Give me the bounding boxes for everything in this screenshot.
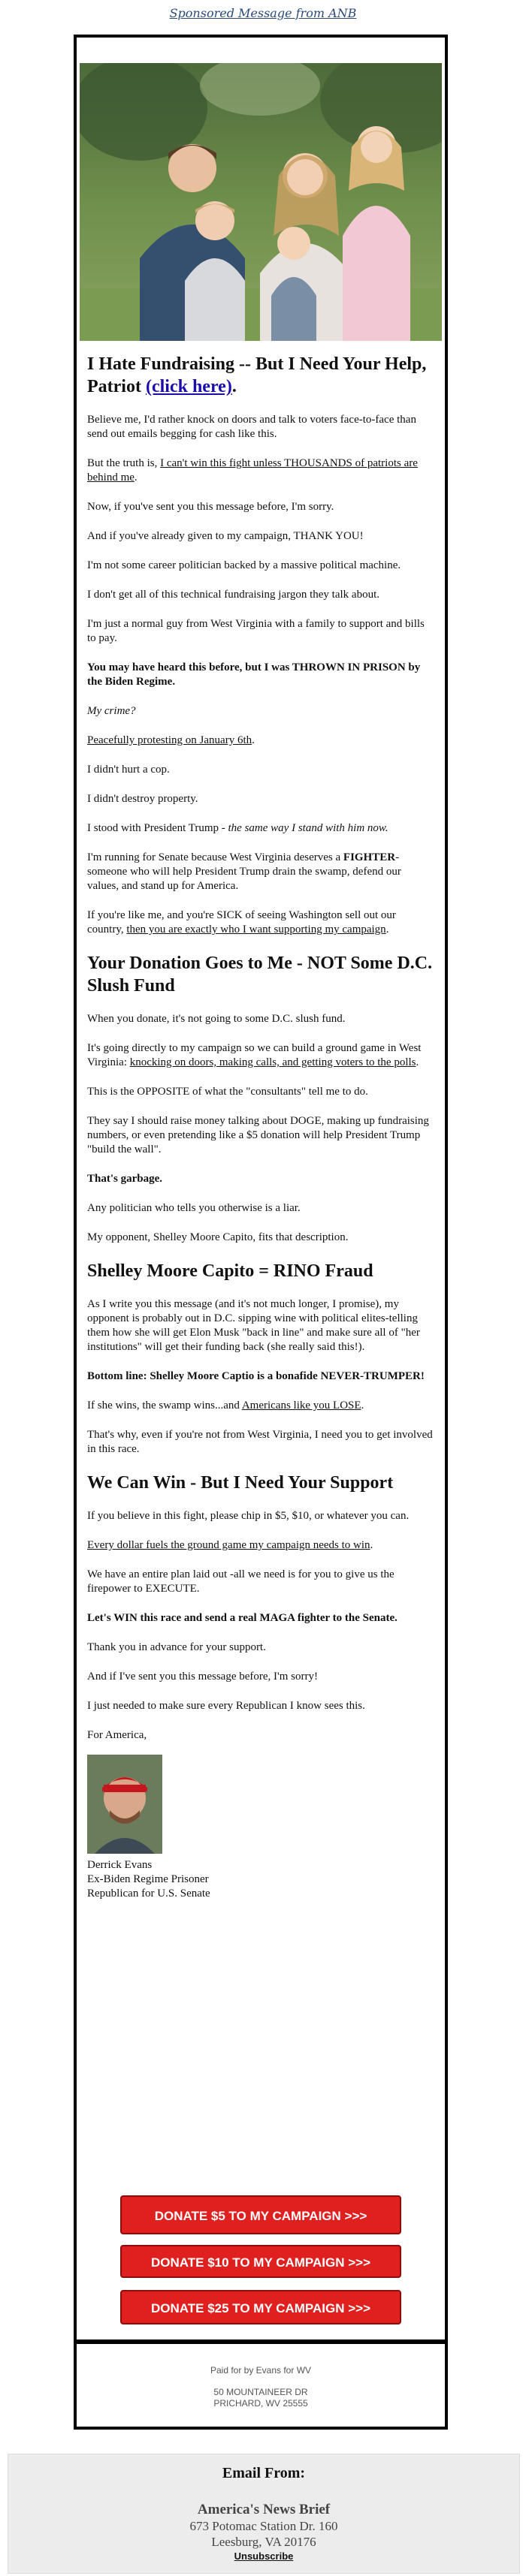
paragraph: If she wins, the swamp wins...and Americans like you LOSE. bbox=[87, 1399, 364, 1412]
paragraph: If you believe in this fight, please chip in $5, $10, or whatever you can. bbox=[87, 1510, 410, 1522]
paragraph: I didn't destroy property. bbox=[87, 793, 198, 805]
paid-address-2: PRICHARD, WV 25555 bbox=[213, 2398, 308, 2409]
paragraph: This is the OPPOSITE of what the "consultants" tell me to do. bbox=[87, 1086, 368, 1098]
donate-10-button[interactable]: DONATE $10 TO MY CAMPAIGN >>> bbox=[120, 2245, 401, 2278]
paragraph: But the truth is, I can't win this fight unless THOUSANDS of patriots are behind me. bbox=[87, 457, 418, 484]
paragraph: I'm running for Senate because West Virginia deserves a FIGHTER- someone who will help President Trump drain the swamp, defend our values, and stand up for America. bbox=[87, 851, 401, 892]
signature-subtitle: Republican for U.S. Senate bbox=[87, 1888, 210, 1900]
headline: I Hate Fundraising -- But I Need Your Help, Patriot (click here). bbox=[87, 354, 427, 396]
sponsored-header bbox=[0, 0, 526, 29]
paid-address-1: 50 MOUNTAINEER DR bbox=[213, 2387, 308, 2397]
paragraph: Let's WIN this race and send a real MAGA fighter to the Senate. bbox=[87, 1612, 398, 1624]
email-body bbox=[87, 348, 434, 1901]
family-photo[interactable] bbox=[80, 63, 442, 341]
donate-5-button[interactable]: DONATE $5 TO MY CAMPAIGN >>> bbox=[120, 2195, 401, 2234]
support-campaign-link[interactable]: then you are exactly who I want supporting my campaign bbox=[126, 923, 386, 935]
section-heading: Shelley Moore Capito = RINO Fraud bbox=[87, 1261, 373, 1281]
unsubscribe-link[interactable]: Unsubscribe bbox=[234, 2550, 294, 2562]
paragraph: We have an entire plan laid out -all we need is for you to give us the firepower to EXECUTE. bbox=[87, 1568, 394, 1595]
paragraph: Peacefully protesting on January 6th. bbox=[87, 734, 255, 746]
email-card bbox=[74, 35, 448, 2430]
footer-divider bbox=[77, 2339, 445, 2344]
paragraph: They say I should raise money talking about DOGE, making up fundraising numbers, or even pretending like a $5 donation will help President Trump "build the wall". bbox=[87, 1115, 429, 1155]
paragraph: I stood with President Trump - the same way I stand with him now. bbox=[87, 822, 388, 834]
donate-25-button[interactable]: DONATE $25 TO MY CAMPAIGN >>> bbox=[120, 2290, 401, 2324]
paragraph: Believe me, I'd rather knock on doors and talk to voters face-to-face than send out emails begging for cash like this. bbox=[87, 414, 416, 440]
paragraph: It's going directly to my campaign so we can build a ground game in West Virginia: knocking on doors, making calls, and getting voters to the polls. bbox=[87, 1042, 422, 1068]
january-6th-link[interactable]: Peacefully protesting on January 6th bbox=[87, 734, 252, 746]
paragraph: I'm just a normal guy from West Virginia with a family to support and bills to pay. bbox=[87, 618, 425, 644]
paragraph: Now, if you've sent you this message before, I'm sorry. bbox=[87, 501, 334, 513]
sender-address-2: Leesburg, VA 20176 bbox=[211, 2535, 316, 2549]
americans-lose-link[interactable]: Americans like you LOSE bbox=[241, 1399, 361, 1412]
sender-name: America's News Brief bbox=[197, 2502, 331, 2517]
signature-name: Derrick Evans bbox=[87, 1859, 153, 1871]
paragraph: And if you've already given to my campaign, THANK YOU! bbox=[87, 530, 364, 542]
paragraph: As I write you this message (and it's not much longer, I promise), my opponent is probably out in D.C. sipping wine with political elites-telling them how she will get Elon Musk "back in line" and make sure all of "her institutions" will get their funding back (she really said this!). bbox=[87, 1298, 420, 1353]
section-heading: We Can Win - But I Need Your Support bbox=[87, 1473, 394, 1493]
paragraph: Bottom line: Shelley Moore Captio is a bonafide NEVER-TRUMPER! bbox=[87, 1370, 425, 1382]
signature-block bbox=[87, 1755, 434, 1901]
ground-game-link[interactable]: knocking on doors, making calls, and getting voters to the polls bbox=[129, 1056, 416, 1068]
paragraph: Thank you in advance for your support. bbox=[87, 1641, 266, 1653]
paragraph: You may have heard this before, but I was THROWN IN PRISON by the Biden Regime. bbox=[87, 661, 421, 688]
headline-click-here-link[interactable]: (click here) bbox=[145, 377, 232, 396]
ground-game-campaign-link[interactable]: Every dollar fuels the ground game my campaign needs to win bbox=[87, 1539, 370, 1551]
family-photo-illustration bbox=[80, 63, 442, 341]
paragraph: And if I've sent you this message before, I'm sorry! bbox=[87, 1671, 318, 1683]
paragraph: That's why, even if you're not from West Virginia, I need you to get involved in this race. bbox=[87, 1429, 433, 1455]
paragraph: My crime? bbox=[87, 705, 136, 717]
section-heading: Your Donation Goes to Me - NOT Some D.C. Slush Fund bbox=[87, 954, 433, 996]
sender-address-1: 673 Potomac Station Dr. 160 bbox=[189, 2519, 338, 2533]
sender-footer bbox=[8, 2454, 520, 2574]
paragraph: For America, bbox=[87, 1729, 147, 1741]
paragraph: When you donate, it's not going to some D.C. slush fund. bbox=[87, 1013, 346, 1025]
paragraph: If you're like me, and you're SICK of seeing Washington sell out our country, then you are exactly who I want supporting my campaign. bbox=[87, 909, 396, 935]
paid-by: Paid for by Evans for WV bbox=[210, 2365, 312, 2376]
donate-buttons-row bbox=[77, 2245, 445, 2278]
email-from-label: Email From: bbox=[222, 2465, 306, 2481]
paid-for-footer bbox=[77, 2365, 445, 2409]
paragraph: I just needed to make sure every Republican I know sees this. bbox=[87, 1700, 365, 1712]
paragraph: Any politician who tells you otherwise is a liar. bbox=[87, 1202, 301, 1214]
paragraph: Every dollar fuels the ground game my campaign needs to win. bbox=[87, 1539, 373, 1551]
paragraph: I'm not some career politician backed by a massive political machine. bbox=[87, 559, 401, 571]
signature-title: Ex-Biden Regime Prisoner bbox=[87, 1873, 209, 1885]
sponsored-link[interactable]: Sponsored Message from ANB bbox=[169, 6, 357, 20]
patriots-link[interactable]: I can't win this fight unless THOUSANDS of patriots are behind me bbox=[87, 457, 418, 484]
paragraph: My opponent, Shelley Moore Capito, fits that description. bbox=[87, 1231, 349, 1243]
paragraph: I don't get all of this technical fundraising jargon they talk about. bbox=[87, 589, 379, 601]
candidate-photo bbox=[87, 1755, 162, 1854]
paragraph: That's garbage. bbox=[87, 1173, 163, 1185]
donate-buttons bbox=[77, 2195, 445, 2234]
donate-buttons-row bbox=[77, 2290, 445, 2324]
paragraph: I didn't hurt a cop. bbox=[87, 764, 170, 776]
